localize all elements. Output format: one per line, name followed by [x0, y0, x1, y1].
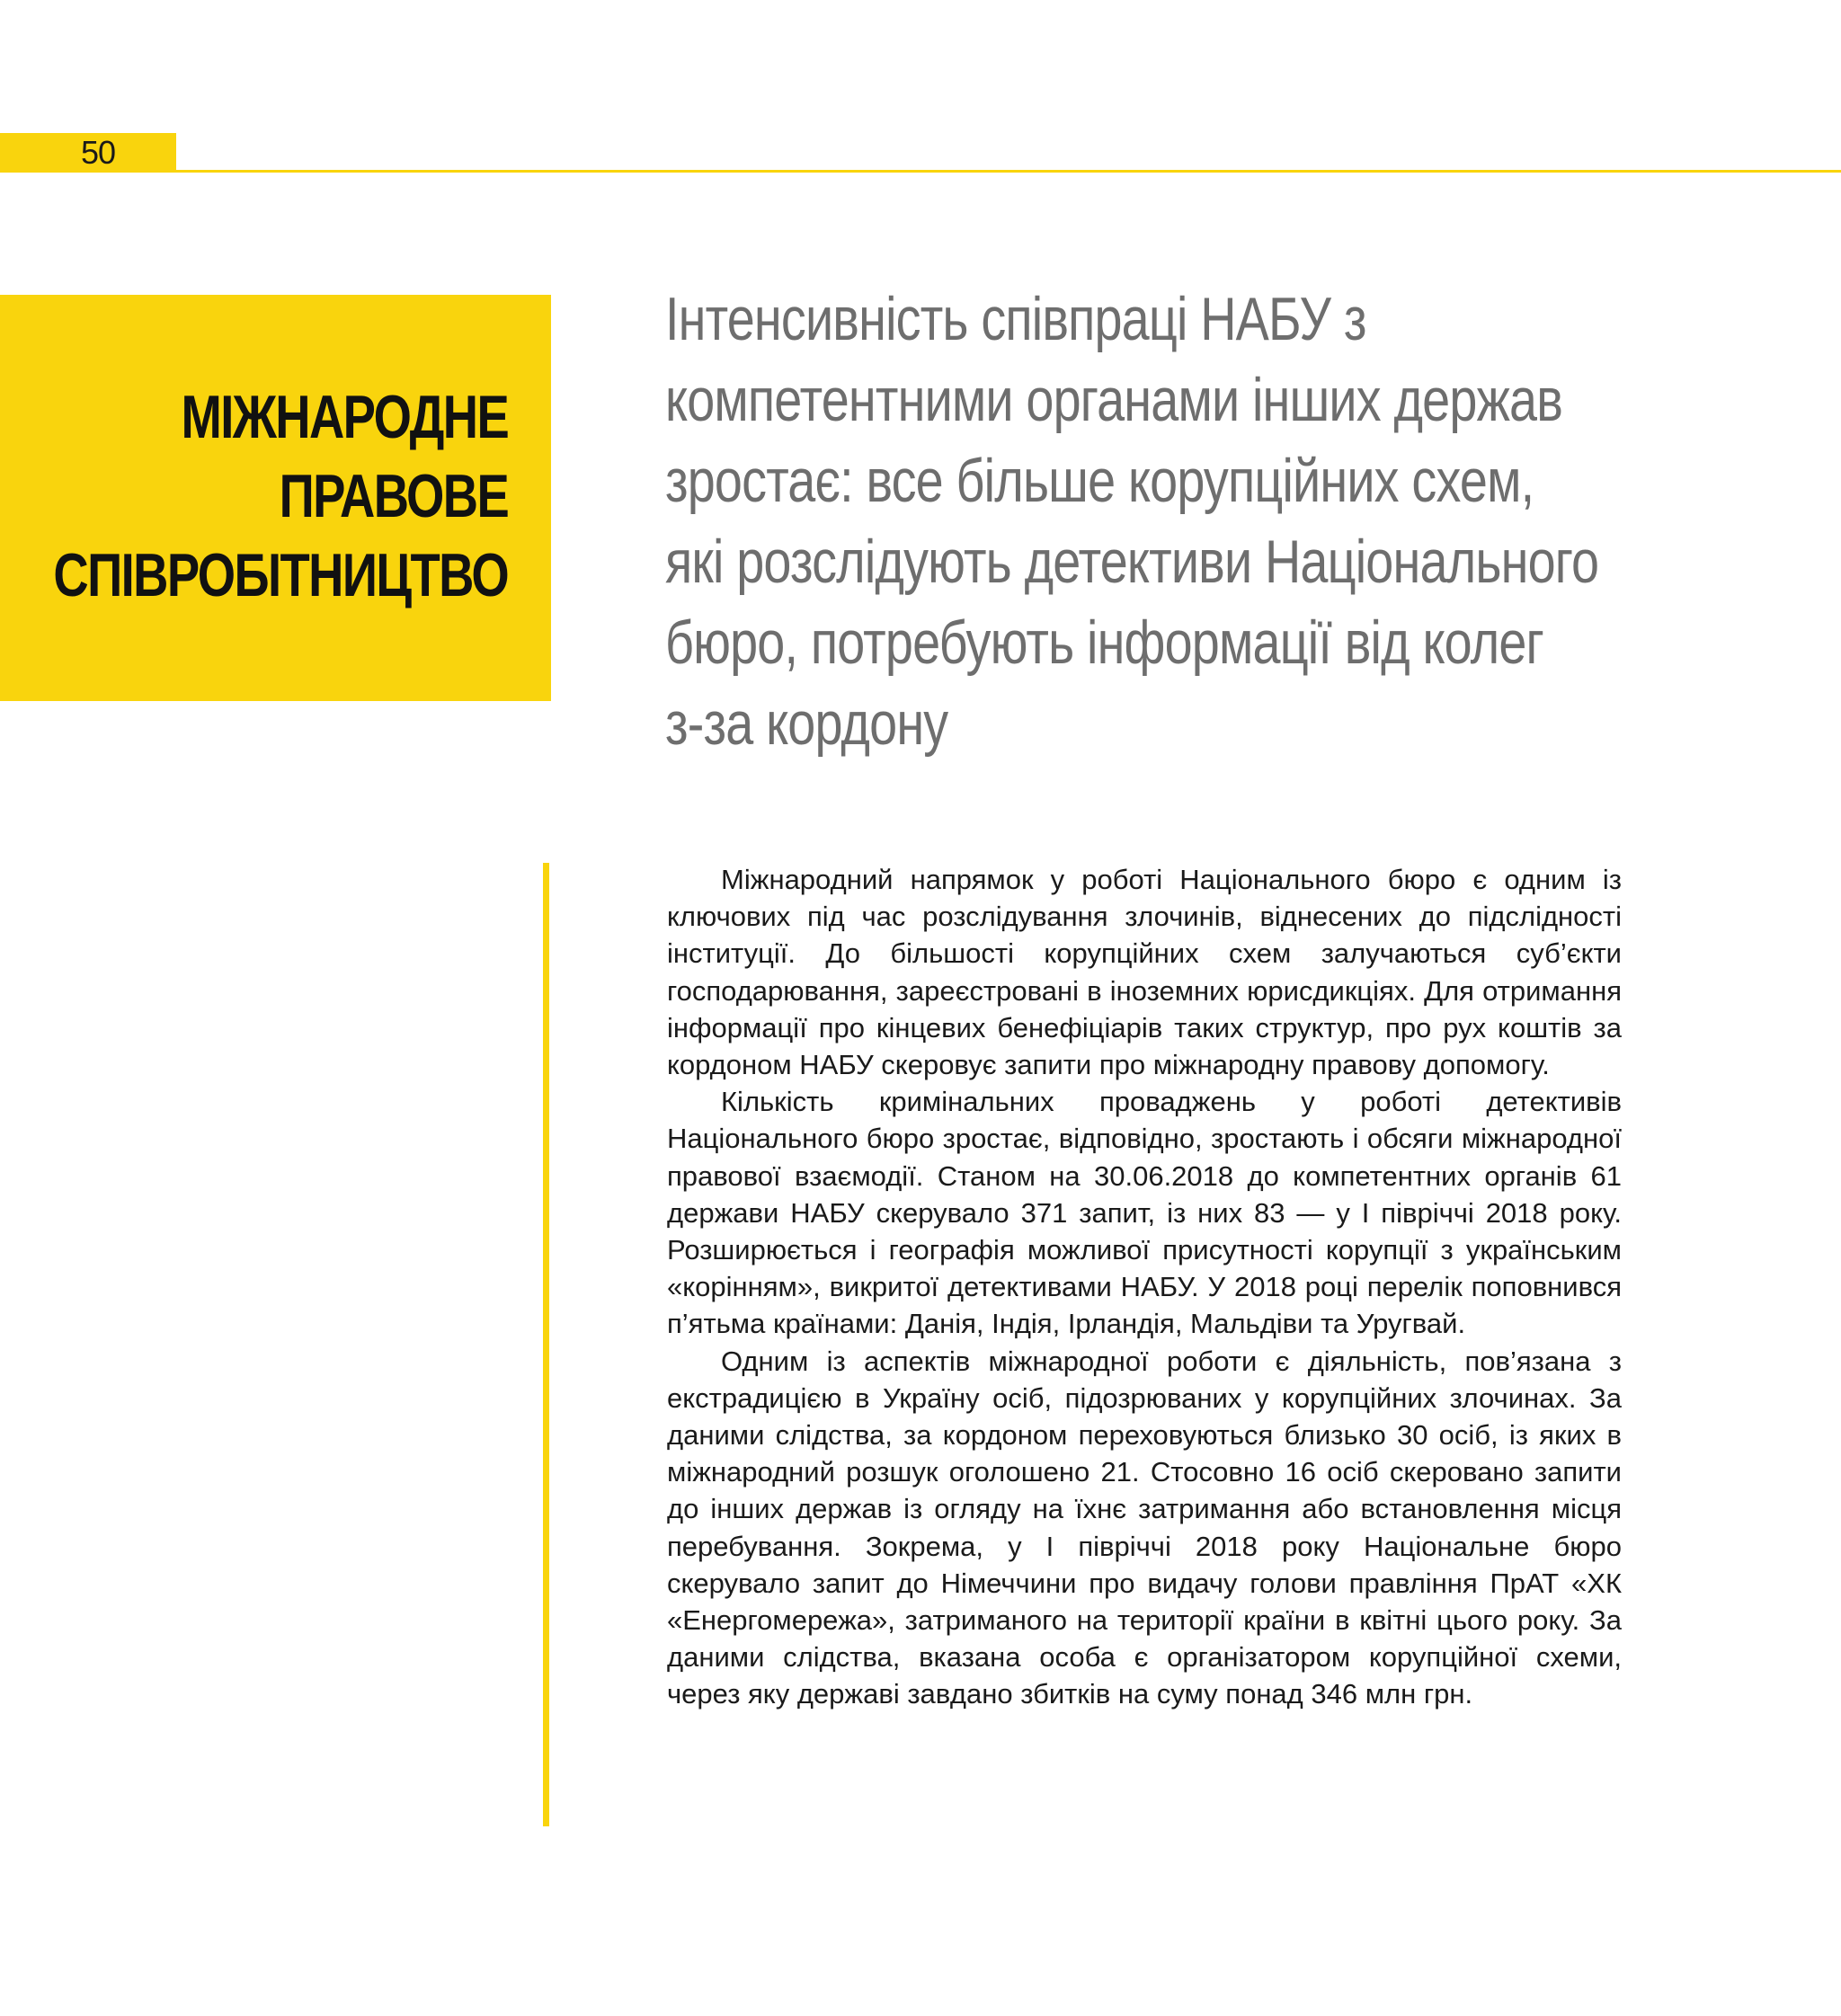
section-title-line: ПРАВОВЕ — [279, 462, 508, 530]
lead-line: зростає: все більше корупційних схем, — [665, 447, 1534, 515]
lead-line: бюро, потребують інформації від колег — [665, 608, 1544, 677]
lead-line: з-за кордону — [665, 689, 948, 758]
page-number: 50 — [81, 134, 116, 171]
body-paragraph: Кількість кримінальних проваджень у роботі детективів Національного бюро зростає, відповідно, зростають і обсяги міжнародної правової взаємодії. Станом на 30.06.2018 до компетентних органів 61 держави НАБУ скерувало 371 запит, із них 83 — у І півріччі 2018 року. Розширюється і географія можливої присутності корупції з українським «корінням», викритої детективами НАБУ. У 2018 році перелік поповнився п’ятьма країнами: Данія, Індія, Ірландія, Мальдіви та Уругвай. — [667, 1086, 1622, 1340]
body-paragraph: Одним із аспектів міжнародної роботи є діяльність, пов’язана з екстрадицією в Україну осіб, підозрюваних у корупційних злочинах. За даними слідства, за кордоном переховуються близько 30 осіб, із яких в міжнародний розшук оголошено 21. Стосовно 16 осіб скеровано запити до інших держав із огляду на їхнє затримання або встановлення місця перебування. Зокрема, у І півріччі 2018 року Національне бюро скерувало запит до Німеччини про видачу голови правління ПрАТ «ХК «Енергомережа», затриманого на території країни в квітні цього року. За даними слідства, вказана особа є організатором корупційної схеми, через яку державі завдано збитків на суму понад 346 млн грн. — [667, 1345, 1622, 1710]
lead-line: які розслідують детективи Національного — [665, 528, 1599, 596]
header-rule — [176, 170, 1841, 173]
body-text — [667, 861, 1622, 1713]
body-paragraph: Міжнародний напрямок у роботі Національного бюро є одним із ключових під час розслідування злочинів, віднесених до підслідності інституції. До більшості корупційних схем залучаються суб’єкти господарювання, зареєстровані в іноземних юрисдикціях. Для отримання інформації про кінцевих бенефіціарів таких структур, про рух коштів за кордоном НАБУ скеровує запити про міжнародну правову допомогу. — [667, 864, 1622, 1081]
lead-paragraph — [665, 279, 1599, 764]
side-accent-rule — [543, 863, 549, 1826]
lead-line: компетентними органами інших держав — [665, 366, 1563, 434]
section-title-line: МІЖНАРОДНЕ — [181, 383, 508, 451]
lead-line: Інтенсивність співпраці НАБУ з — [665, 285, 1366, 353]
section-title-line: СПІВРОБІТНИЦТВО — [53, 541, 508, 609]
section-title-box — [0, 295, 551, 701]
section-title — [53, 377, 508, 615]
